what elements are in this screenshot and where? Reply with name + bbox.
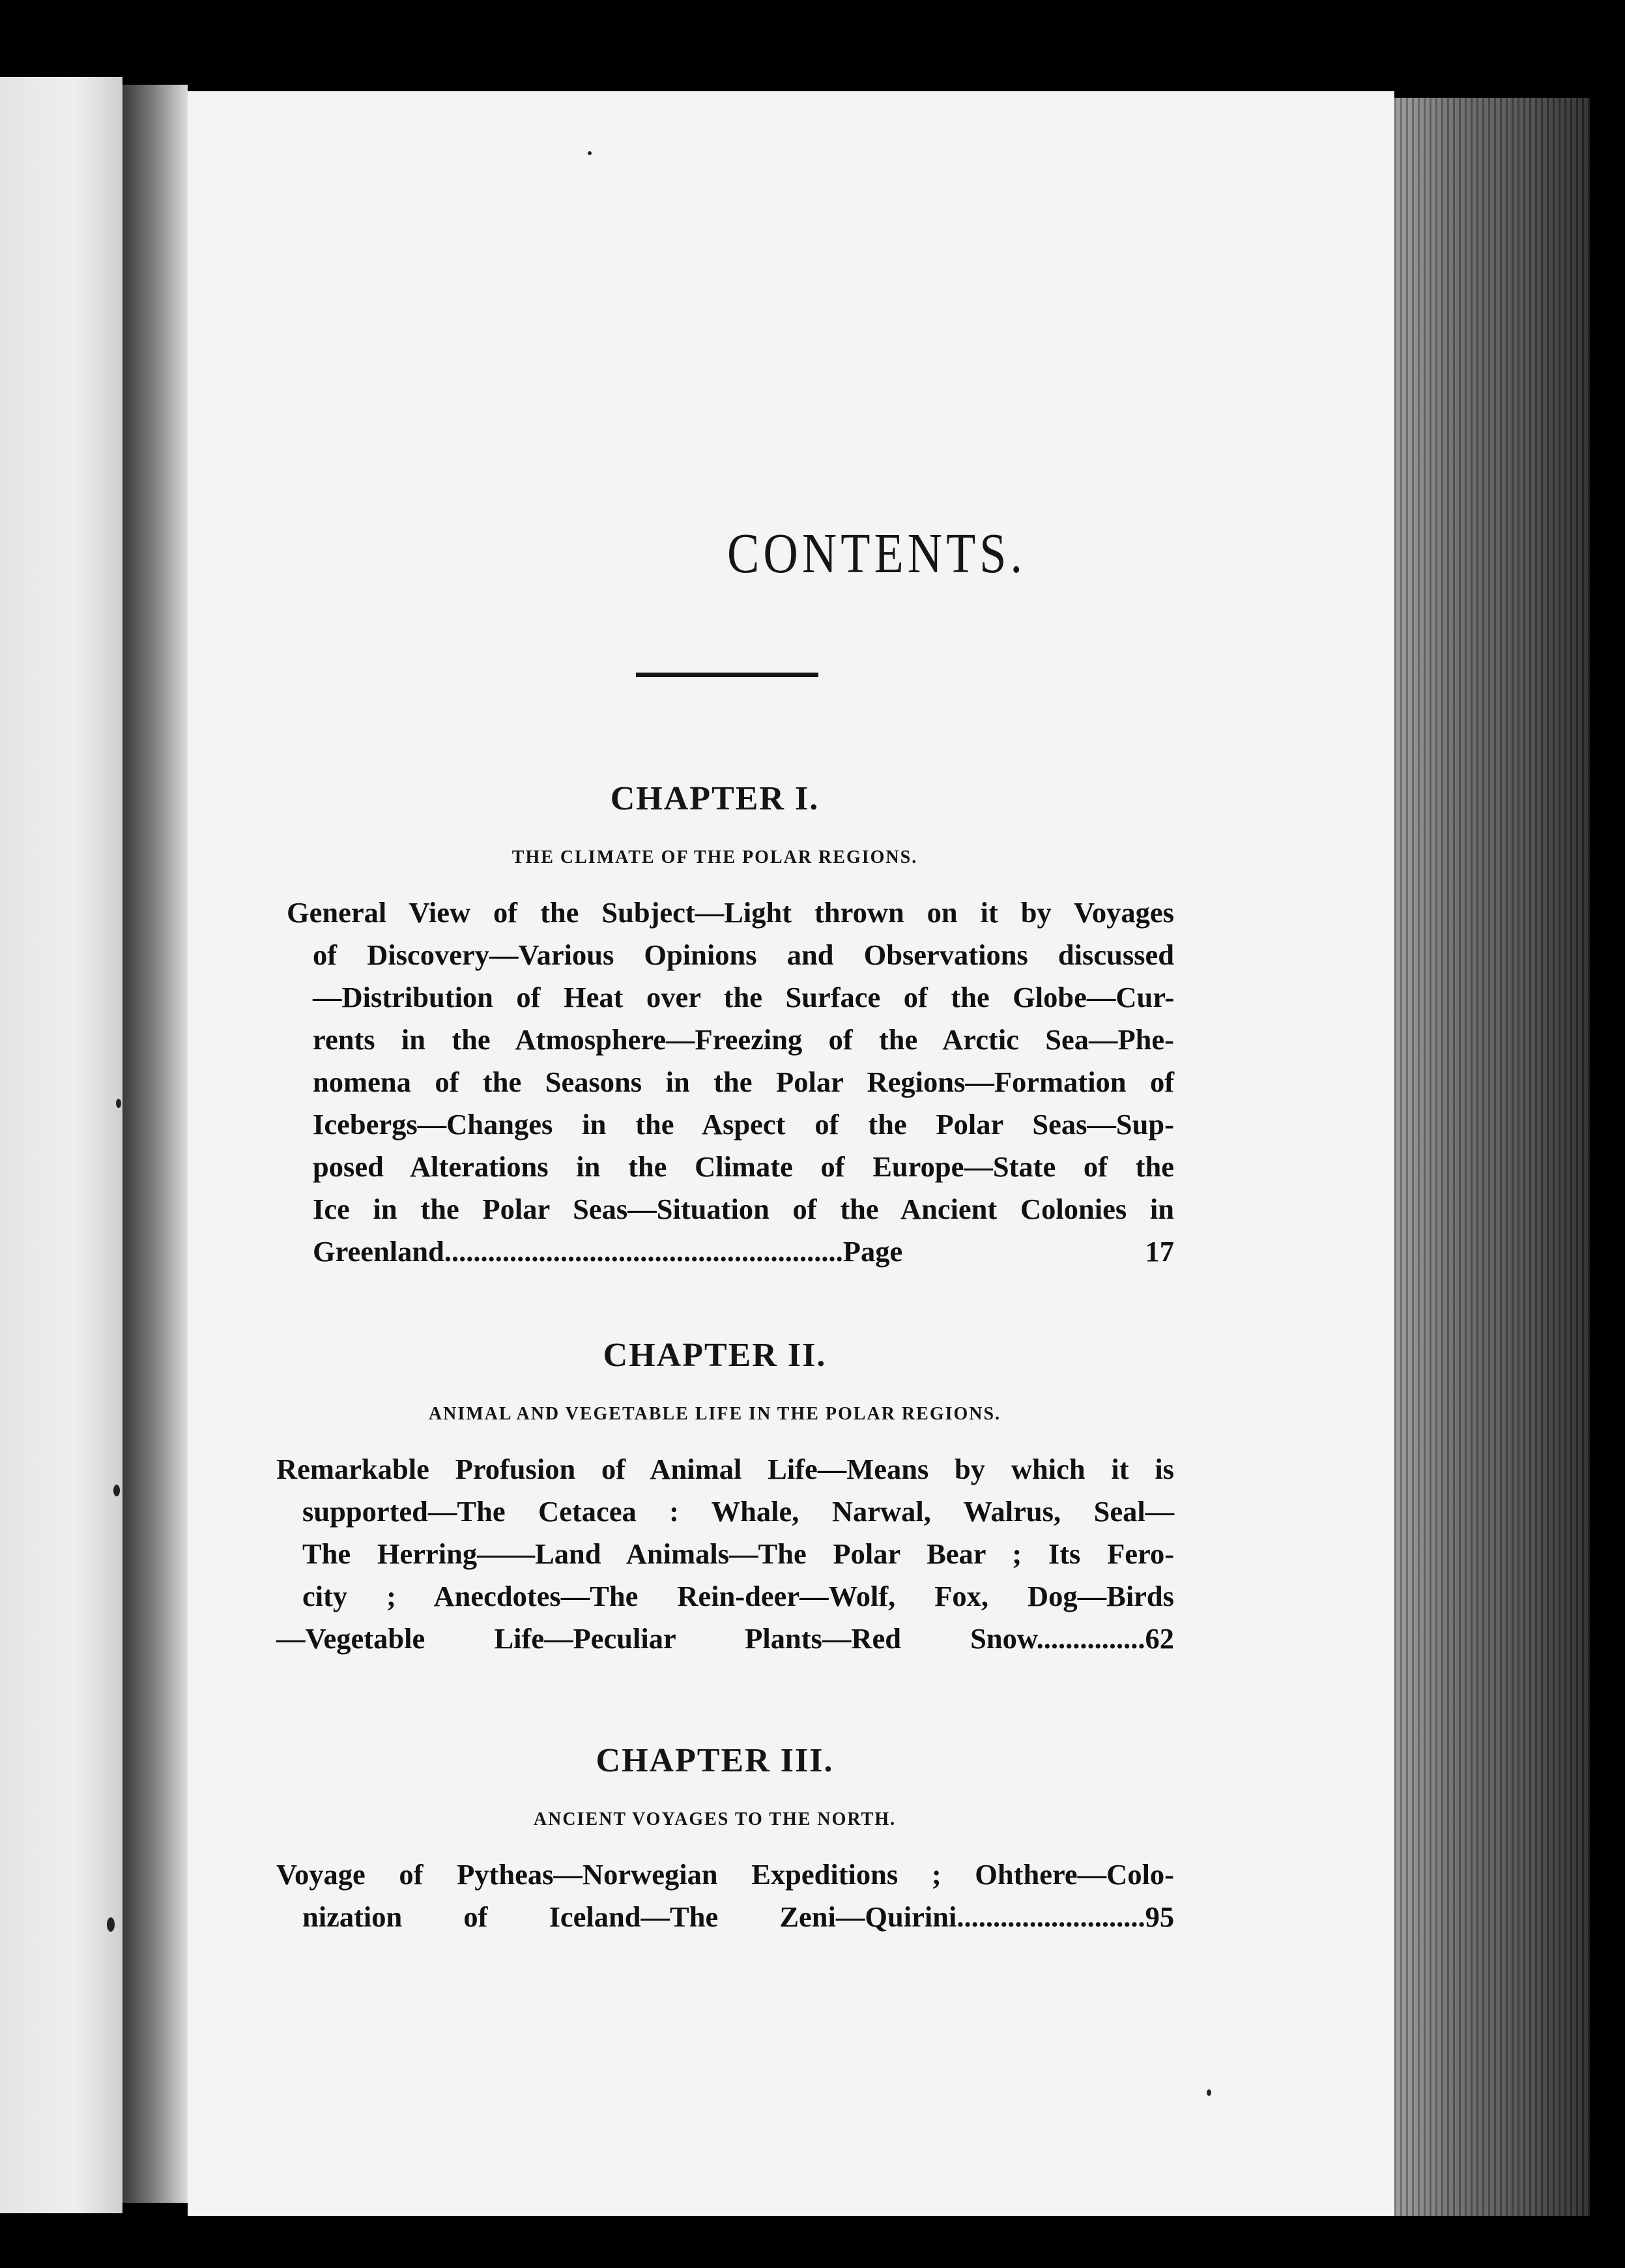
summary-line: —Distribution of Heat over the Surface of the Globe—Cur- — [313, 981, 1175, 1013]
dust-speck — [107, 1917, 115, 1932]
chapter-subtitle: ANIMAL AND VEGETABLE LIFE IN THE POLAR REGIONS. — [428, 1404, 1001, 1424]
chapter-summary — [287, 892, 1174, 1273]
summary-line: Greenland.......................................................Page 17 — [313, 1235, 1174, 1268]
summary-line: —Vegetable Life—Peculiar Plants—Red Snow...............62 — [276, 1622, 1174, 1655]
dust-speck — [116, 1099, 121, 1108]
summary-line: Icebergs—Changes in the Aspect of the Polar Seas—Sup- — [313, 1108, 1174, 1141]
dust-speck — [588, 151, 592, 155]
title-rule — [636, 673, 818, 677]
book-gutter — [122, 85, 188, 2203]
chapter-heading: CHAPTER II. — [603, 1337, 827, 1374]
summary-line: of Discovery—Various Opinions and Observations discussed — [313, 938, 1174, 971]
previous-page-edge — [0, 77, 122, 2213]
summary-line: nization of Iceland—The Zeni—Quirini..........................95 — [302, 1900, 1175, 1933]
page-edges — [1394, 98, 1590, 2216]
chapter-heading: CHAPTER I. — [610, 780, 820, 817]
chapter-subtitle: THE CLIMATE OF THE POLAR REGIONS. — [511, 847, 918, 867]
summary-line: city ; Anecdotes—The Rein-deer—Wolf, Fox, Dog—Birds — [302, 1580, 1174, 1612]
chapter-heading: CHAPTER III. — [596, 1742, 834, 1779]
dust-speck — [113, 1485, 120, 1496]
summary-line: rents in the Atmosphere—Freezing of the Arctic Sea—Phe- — [313, 1023, 1174, 1056]
summary-line: The Herring——Land Animals—The Polar Bear ; Its Fero- — [302, 1537, 1175, 1570]
chapter-summary — [276, 1448, 1174, 1660]
summary-line: Ice in the Polar Seas—Situation of the Ancient Colonies in — [313, 1193, 1174, 1225]
dust-speck — [1207, 2089, 1211, 2096]
summary-line: Remarkable Profusion of Animal Life—Means by which it is — [276, 1453, 1174, 1485]
summary-line: General View of the Subject—Light thrown on it by Voyages — [287, 896, 1174, 929]
summary-line: supported—The Cetacea : Whale, Narwal, Walrus, Seal— — [302, 1495, 1175, 1528]
chapter-summary — [276, 1854, 1174, 1938]
summary-line: Voyage of Pytheas—Norwegian Expeditions ; Ohthere—Colo- — [276, 1858, 1174, 1891]
summary-line: posed Alterations in the Climate of Europe—State of the — [313, 1150, 1174, 1183]
chapter-subtitle: ANCIENT VOYAGES TO THE NORTH. — [533, 1809, 897, 1829]
summary-line: nomena of the Seasons in the Polar Regions—Formation of — [313, 1066, 1175, 1098]
